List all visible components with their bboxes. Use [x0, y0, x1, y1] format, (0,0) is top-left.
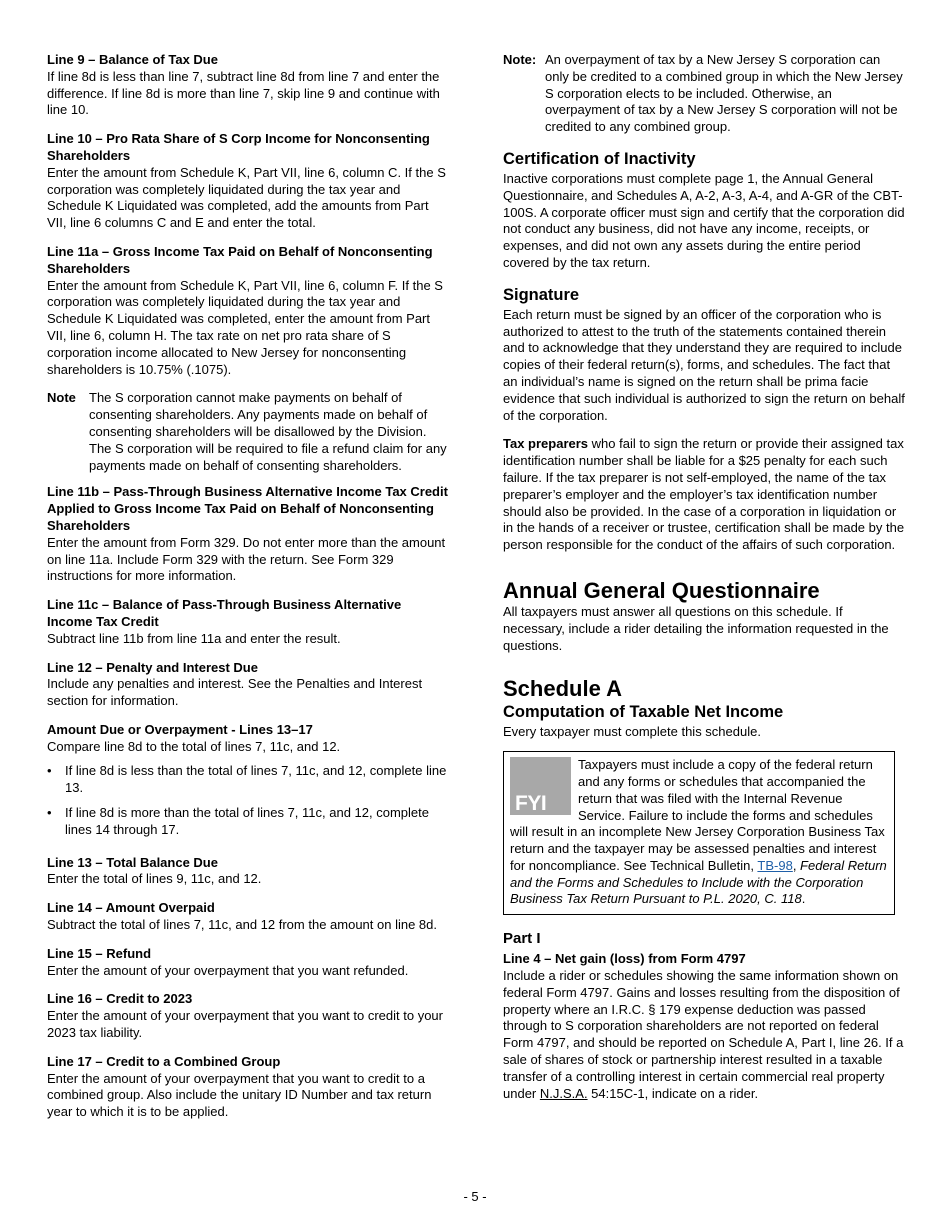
note-text: The S corporation cannot make payments on behalf of consenting shareholders. Any payments made on behalf of consenting shareholders will be disallowed by the Division. The S corporation will be required to file a refund claim for any payments made on behalf of consenting shareholders.: [89, 390, 447, 473]
tax-preparers-lead: Tax preparers: [503, 436, 589, 452]
schedule-a-subheading: Computation of Taxable Net Income: [503, 703, 784, 722]
line17-text: Enter the amount of your overpayment that you want to credit to a combined group. Also include the unitary ID Number and tax return year to which it is to be applied.: [47, 1070, 432, 1120]
line11c-text: Subtract line 11b from line 11a and enter the result.: [47, 630, 341, 646]
left-column: [47, 52, 449, 1133]
line11b-heading: Line 11b – Pass-Through Business Alternative Income Tax Credit Applied to Gross Income Tax Paid on Behalf of Nonconsenting Shareholders: [47, 484, 448, 533]
line11c-heading: Line 11c – Balance of Pass-Through Business Alternative Income Tax Credit: [47, 597, 402, 629]
line13-heading: Line 13 – Total Balance Due: [47, 854, 218, 870]
agq-text: All taxpayers must answer all questions on this schedule. If necessary, include a rider detailing the information requested in the questions.: [503, 603, 889, 653]
njsa-reference: N.J.S.A.: [539, 1085, 588, 1101]
line12-text: Include any penalties and interest. See the Penalties and Interest section for information.: [47, 676, 423, 709]
line9-heading: Line 9 – Balance of Tax Due: [47, 52, 218, 67]
line14-heading: Line 14 – Amount Overpaid: [47, 900, 215, 916]
part1-section: [503, 929, 905, 1102]
amount-due-text: Compare line 8d to the total of lines 7, 11c, and 12.: [47, 738, 341, 754]
line9-text: If line 8d is less than line 7, subtract line 8d from line 7 and enter the difference. If line 8d is more than line 7, skip line 9 and continue with line 10.: [47, 68, 440, 118]
line4-text-part: 54:15C-1, indicate on a rider.: [587, 1085, 759, 1101]
agq-section: [503, 578, 905, 654]
line16-section: [47, 991, 449, 1041]
agq-heading: Annual General Questionnaire: [503, 577, 820, 603]
line11c-section: [47, 597, 449, 647]
signature-section: [503, 285, 905, 425]
line15-heading: Line 15 – Refund: [47, 945, 152, 961]
right-column: [503, 52, 905, 1102]
fyi-box: [503, 751, 895, 915]
line16-text: Enter the amount of your overpayment that you want to credit to your 2023 tax liability.: [47, 1008, 443, 1041]
bullet-icon: •: [47, 763, 52, 779]
note-label: Note: [47, 390, 76, 406]
fyi-icon: [510, 757, 571, 815]
bullet-icon: •: [47, 805, 52, 821]
tb98-link[interactable]: TB-98: [757, 857, 793, 873]
line4-heading: Line 4 – Net gain (loss) from Form 4797: [503, 951, 746, 967]
line11a-section: [47, 244, 449, 378]
fyi-text-part: Taxpayers must include a copy of the federal return and any forms or schedules that accompanied the return that was filed with the Internal Revenue Service. Failure to include the forms and schedules will result in an incomplete New Jersey Corporation Business Tax return and the taxpayer may be assessed penalties and interest for noncompliance. See Technical Bulletin,: [510, 757, 885, 873]
line10-text: Enter the amount from Schedule K, Part VII, line 6, column C. If the S corporation was completely liquidated during the tax year and Schedule K Liquidated was completed, add the amounts from Part VII, line 6 columns C and E and enter the total.: [47, 164, 446, 231]
line11a-heading: Line 11a – Gross Income Tax Paid on Behalf of Nonconsenting Shareholders: [47, 243, 433, 276]
list-item: [47, 763, 449, 797]
list-item: [47, 805, 449, 839]
line12-heading: Line 12 – Penalty and Interest Due: [47, 659, 258, 675]
line4-text-part: Include a rider or schedules showing the same information shown on federal Form 4797. Gains and losses resulting from the disposition of property where an I.R.C. § 179 expense deduction was passed through to S corporation shareholders are not reported on federal Form 4797, and should be reported on Schedule A, Part I, line 26. If a sale of shares of stock or partnership interest resulted in a taxable transfer of a controlling interest in certain commercial real property under: [503, 968, 904, 1101]
note-text: An overpayment of tax by a New Jersey S corporation can only be credited to a combined group in which the New Jersey S corporation elects to be included. Otherwise, an overpayment of tax by a New Jersey S corporation will not be credited to any combined group.: [545, 52, 903, 135]
tax-preparers-section: [503, 436, 905, 554]
amount-due-heading: Amount Due or Overpayment - Lines 13–17: [47, 721, 313, 737]
line11b-section: [47, 484, 449, 585]
list-item-text: If line 8d is less than the total of lines 7, 11c, and 12, complete line 13.: [65, 763, 447, 796]
line17-heading: Line 17 – Credit to a Combined Group: [47, 1053, 281, 1069]
line13-section: [47, 855, 449, 889]
line15-text: Enter the amount of your overpayment that you want refunded.: [47, 962, 409, 978]
certification-text: Inactive corporations must complete page 1, the Annual General Questionnaire, and Schedules A, A-2, A-3, A-4, and A-GR of the CBT-100S. A corporate officer must sign and certify that the corporation did not conduct any business, did not have any income, receipts, or expenses, and did not own any assets during the entire period covered by the tax return.: [503, 170, 905, 270]
certification-heading: Certification of Inactivity: [503, 149, 696, 168]
line15-section: [47, 946, 449, 980]
line4-text: [503, 968, 905, 1102]
fyi-text-part: ,: [792, 857, 801, 873]
line14-text: Subtract the total of lines 7, 11c, and 12 from the amount on line 8d.: [47, 917, 437, 933]
signature-text: Each return must be signed by an officer of the corporation who is authorized to attest to the truth of the statements contained therein and to acknowledge that they understand they are required to include copies of their federal return(s), forms, and schedules. The fact that an individual’s name is signed on the return shall be prima facie evidence that such individual is authorized to sign the return on behalf of the corporation.: [503, 306, 905, 423]
amount-due-section: [47, 722, 449, 756]
schedule-a-text: Every taxpayer must complete this schedule.: [503, 724, 761, 740]
tax-preparers-body: who fail to sign the return or provide their assigned tax identification number shall be liable for a $25 penalty for each such failure. If the tax preparer is not self-employed, the name of the tax preparer’s employer and the employer’s tax identification number should also be provided. In the case of a corporation in liquidation or in the hands of a receiver or trustee, certification shall be made by the person responsible for the conduct of the affairs of such corporation.: [503, 436, 905, 553]
note-overpayment: [503, 52, 905, 136]
signature-heading: Signature: [503, 285, 580, 304]
line14-section: [47, 900, 449, 934]
certification-section: [503, 149, 905, 272]
note-label: Note:: [503, 52, 537, 67]
tax-preparers-text: [503, 436, 905, 554]
part1-heading: Part I: [503, 930, 541, 948]
schedule-a-heading: Schedule A: [503, 676, 622, 702]
line11b-text: Enter the amount from Form 329. Do not enter more than the amount on line 11a. Include Form 329 with the return. See Form 329 instructions for more information.: [47, 534, 446, 584]
line13-text: Enter the total of lines 9, 11c, and 12.: [47, 871, 262, 887]
schedule-a-section: [503, 676, 905, 741]
line16-heading: Line 16 – Credit to 2023: [47, 991, 193, 1007]
line17-section: [47, 1054, 449, 1121]
list-item-text: If line 8d is more than the total of lines 7, 11c, and 12, complete lines 14 through 17.: [65, 805, 429, 837]
line10-section: [47, 131, 449, 232]
fyi-text-part: .: [801, 891, 806, 907]
line9-section: [47, 52, 449, 119]
fyi-badge-text: FYI: [515, 792, 547, 816]
line10-heading: Line 10 – Pro Rata Share of S Corp Income for Nonconsenting Shareholders: [47, 131, 430, 163]
note-consenting: [47, 390, 449, 474]
page-number: - 5 -: [463, 1189, 487, 1204]
line12-section: [47, 660, 449, 710]
line11a-text: Enter the amount from Schedule K, Part VII, line 6, column F. If the S corporation was completely liquidated during the tax year and Schedule K Liquidated was completed, enter the amount from Part VII, line 6, column H. The tax rate on net pro rata share of S corporation income allocated to New Jersey for nonconsenting shareholders is 10.75% (.1075).: [47, 277, 443, 377]
fyi-title: Federal Return and the Forms and Schedules to Include with the Corporation Business Tax Return Pursuant to P.L. 2020, C. 118: [510, 857, 887, 907]
